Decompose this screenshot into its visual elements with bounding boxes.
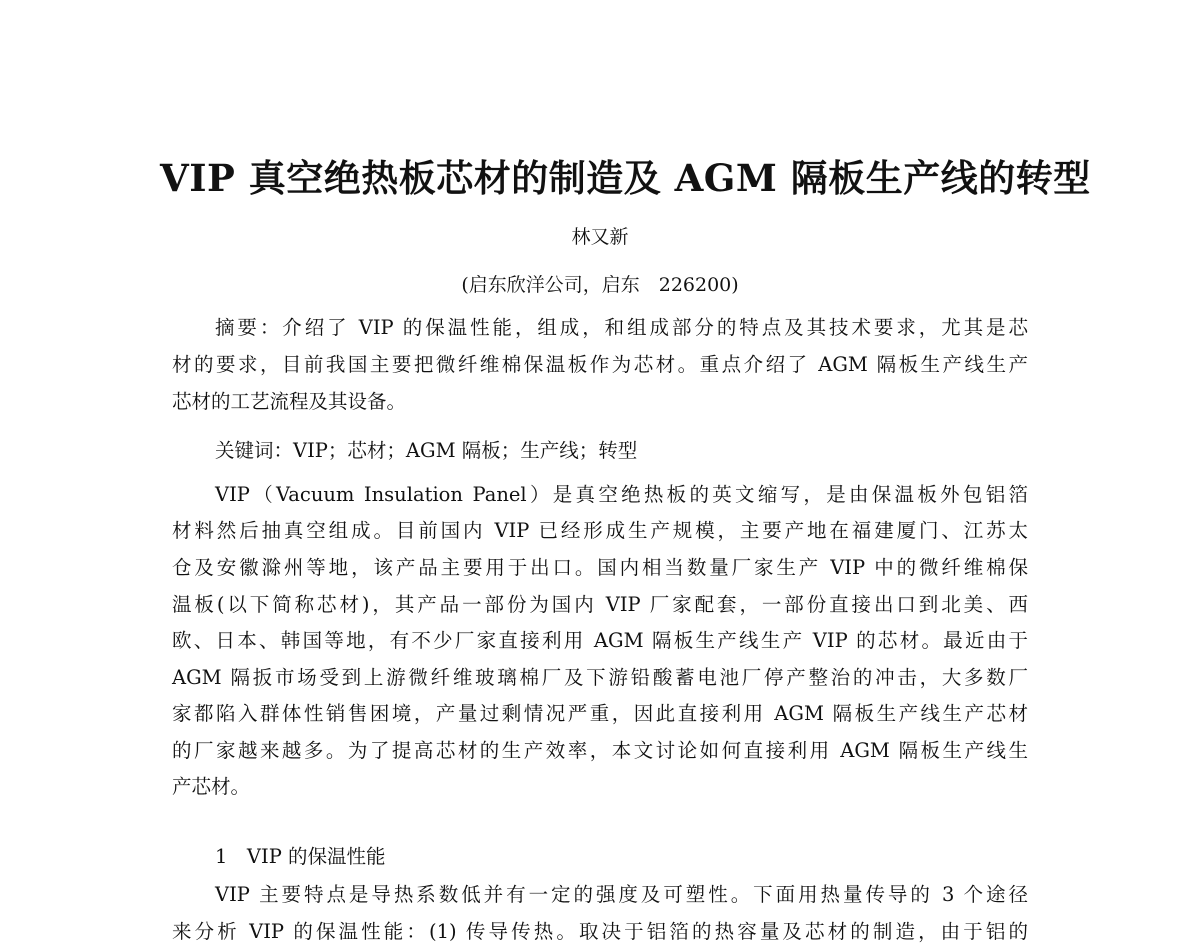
keywords: 关键词：VIP；芯材；AGM 隔板；生产线；转型 [215,439,638,462]
paper-title: VIP 真空绝热板芯材的制造及 AGM 隔板生产线的转型 [160,156,1091,200]
body-line: 温板(以下简称芯材)，其产品一部份为国内 VIP 厂家配套，一部份直接出口到北美、西 [172,593,1028,616]
body-line: 来分析 VIP 的保温性能：(1) 传导传热。取决于铝箔的热容量及芯材的制造，由于铝的 [172,920,1028,943]
affiliation: (启东欣洋公司，启东 226200) [461,274,739,296]
section-heading: 1 VIP 的保温性能 [215,845,386,868]
abstract-line: 芯材的工艺流程及其设备。 [172,390,407,413]
author: 林又新 [571,226,629,248]
body-line: 的厂家越来越多。为了提高芯材的生产效率，本文讨论如何直接利用 AGM 隔板生产线生 [172,739,1028,762]
body-line: VIP 主要特点是导热系数低并有一定的强度及可塑性。下面用热量传导的 3 个途径 [215,883,1028,906]
body-line: 欧、日本、韩国等地，有不少厂家直接利用 AGM 隔板生产线生产 VIP 的芯材。最近由于 [172,629,1028,652]
body-line: 家都陷入群体性销售困境，产量过剩情况严重，因此直接利用 AGM 隔板生产线生产芯材 [172,702,1028,725]
body-line: 仓及安徽滁州等地，该产品主要用于出口。国内相当数量厂家生产 VIP 中的微纤维棉保 [172,556,1028,579]
body-line: 产芯材。 [172,775,251,798]
body-line: 材料然后抽真空组成。目前国内 VIP 已经形成生产规模，主要产地在福建厦门、江苏太 [172,519,1028,542]
body-line: AGM 隔扳市场受到上游微纤维玻璃棉厂及下游铅酸蓄电池厂停产整治的冲击，大多数厂 [172,666,1028,689]
body-line: VIP（Vacuum Insulation Panel）是真空绝热板的英文缩写，是由保温板外包铝箔 [215,483,1028,506]
abstract-line: 摘要：介绍了 VIP 的保温性能，组成，和组成部分的特点及其技术要求，尤其是芯 [215,316,1028,339]
abstract-line: 材的要求，目前我国主要把微纤维棉保温板作为芯材。重点介绍了 AGM 隔板生产线生产 [172,353,1028,376]
